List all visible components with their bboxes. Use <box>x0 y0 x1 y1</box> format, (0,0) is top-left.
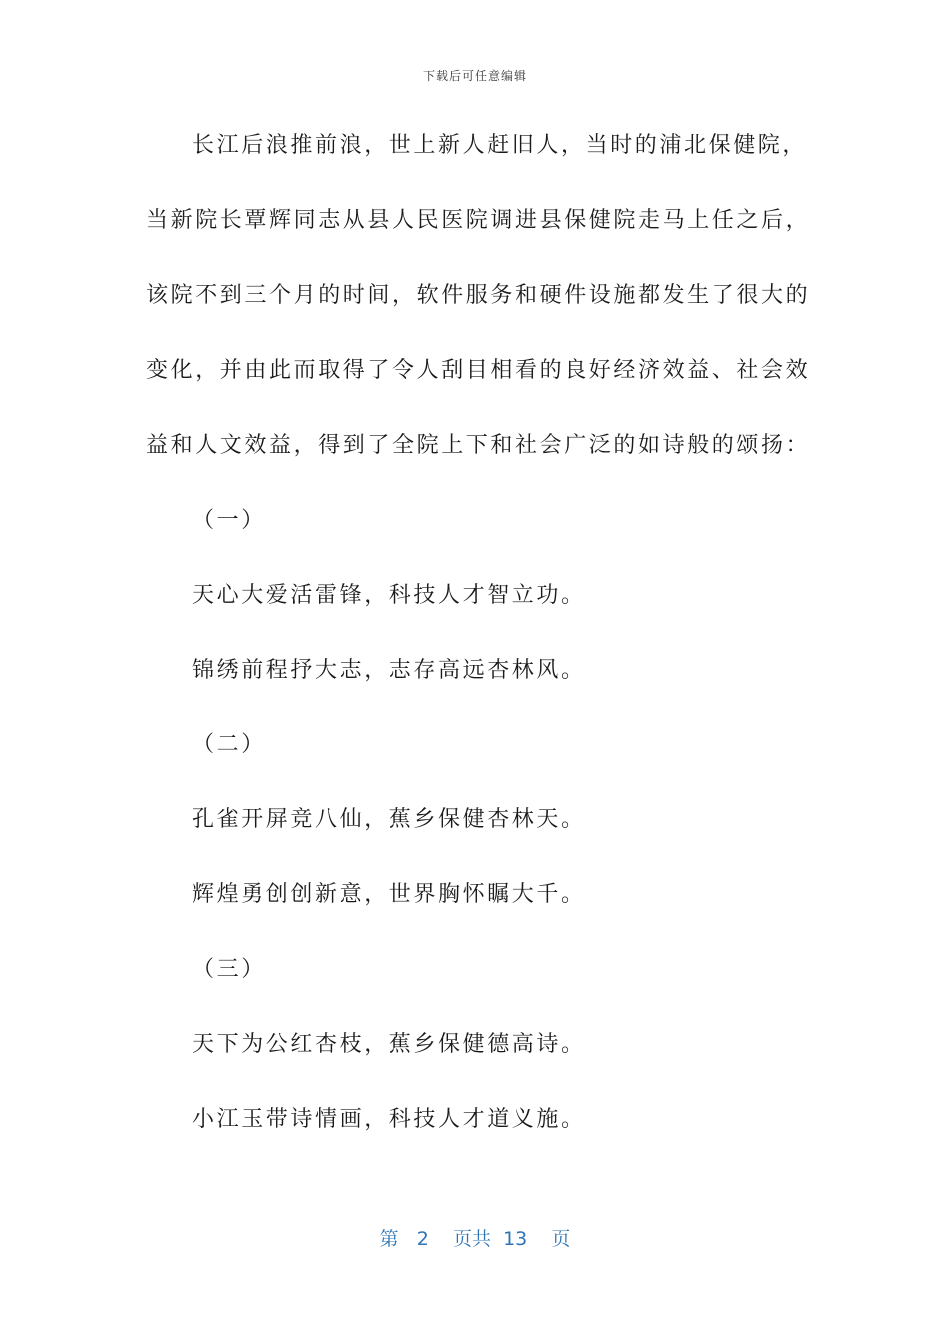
page-header-note: 下载后可任意编辑 <box>422 69 527 83</box>
poem-line: 天下为公红杏枝，蕉乡保健德高诗。 <box>192 1032 586 1057</box>
paragraph-line: 该院不到三个月的时间，软件服务和硬件设施都发生了很大的 <box>146 283 811 308</box>
poem-line: 辉煌勇创创新意，世界胸怀瞩大千。 <box>192 882 586 907</box>
page-number-footer <box>0 1226 950 1252</box>
poem-line: 天心大爱活雷锋，科技人才智立功。 <box>192 583 586 608</box>
poem-heading: （二） <box>192 732 266 757</box>
paragraph-line: 长江后浪推前浪，世上新人赶旧人，当时的浦北保健院， <box>192 133 808 158</box>
footer-middle: 页共 <box>452 1228 491 1250</box>
paragraph-line: 变化，并由此而取得了令人刮目相看的良好经济效益、社会效 <box>146 358 811 383</box>
poem-line: 小江玉带诗情画，科技人才道义施。 <box>192 1107 586 1132</box>
poem-line: 锦绣前程抒大志，志存高远杏林风。 <box>192 658 586 683</box>
current-page-number: 2 <box>416 1228 429 1250</box>
poem-heading: （一） <box>192 508 266 533</box>
footer-suffix: 页 <box>551 1228 571 1250</box>
poem-line: 孔雀开屏竞八仙，蕉乡保健杏林天。 <box>192 807 586 832</box>
footer-prefix: 第 <box>379 1228 399 1250</box>
paragraph-line: 益和人文效益，得到了全院上下和社会广泛的如诗般的颂扬： <box>146 433 811 458</box>
poem-heading: （三） <box>192 957 266 982</box>
paragraph-line: 当新院长覃辉同志从县人民医院调进县保健院走马上任之后， <box>146 208 811 233</box>
total-pages-number: 13 <box>503 1228 528 1250</box>
